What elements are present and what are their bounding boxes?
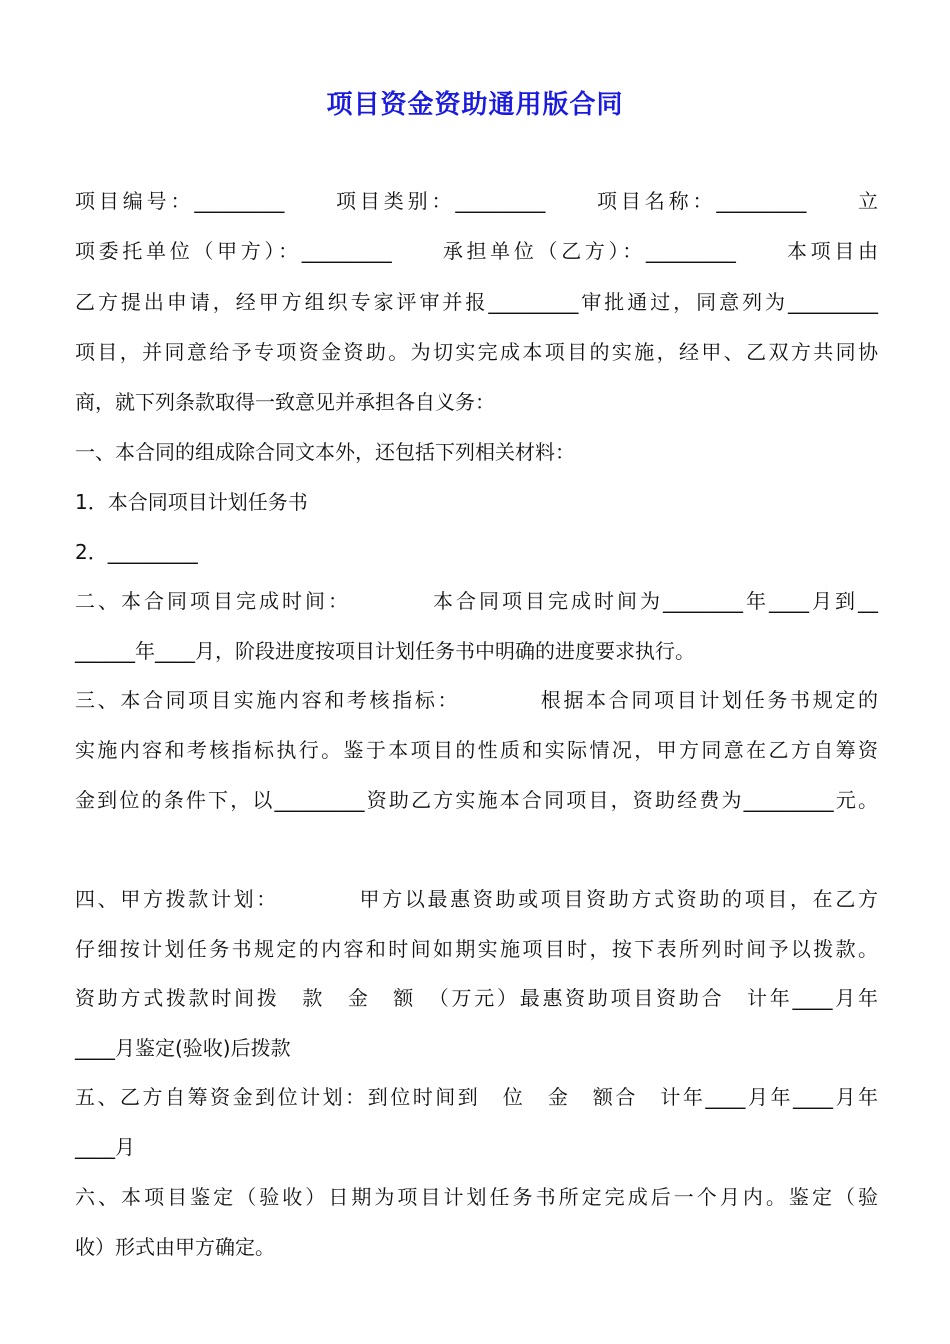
paragraph-line: 资助方式拨款时间拨 款 金 额 （万元）最惠资助项目资助合 计年____月年 [75,986,878,1010]
paragraph-line: 收）形式由甲方确定。 [75,1235,275,1259]
clause-heading-3: 三、本合同项目实施内容和考核指标： 根据本合同项目计划任务书规定的 [75,688,878,712]
paragraph-line: 项委托单位（甲方）：_________ 承担单位（乙方）：_________ 本项目由 [75,239,878,263]
paragraph-line: ______年____月，阶段进度按项目计划任务书中明确的进度要求执行。 [75,639,695,663]
clause-heading-2: 二、本合同项目完成时间： 本合同项目完成时间为________年____月到__ [75,589,878,613]
clause-heading-5: 五、乙方自筹资金到位计划：到位时间到 位 金 额合 计年____月年____月年 [75,1085,878,1109]
paragraph-line: ____月 [75,1135,135,1159]
clause-heading-4: 四、甲方拨款计划： 甲方以最惠资助或项目资助方式资助的项目，在乙方 [75,887,878,911]
paragraph-line: 项目编号：_________ 项目类别：_________ 项目名称：_________ 立 [75,189,878,213]
paragraph-line: 项目，并同意给予专项资金资助。为切实完成本项目的实施，经甲、乙双方共同协 [75,340,878,364]
paragraph-line: 仔细按计划任务书规定的内容和时间如期实施项目时，按下表所列时间予以拨款。 [75,937,878,961]
paragraph-line: 商，就下列条款取得一致意见并承担各自义务： [75,390,495,414]
clause-heading-6: 六、本项目鉴定（验收）日期为项目计划任务书所定完成后一个月内。鉴定（验 [75,1185,878,1209]
clause-heading-1: 一、本合同的组成除合同文本外，还包括下列相关材料： [75,440,575,464]
paragraph-line: 金到位的条件下，以_________资助乙方实施本合同项目，资助经费为_________元。 [75,788,878,812]
document-title: 项目资金资助通用版合同 [326,90,624,120]
list-item: 2．_________ [75,540,198,564]
paragraph-line: 乙方提出申请，经甲方组织专家评审并报_________审批通过，同意列为_________ [75,290,878,314]
paragraph-line: 实施内容和考核指标执行。鉴于本项目的性质和实际情况，甲方同意在乙方自筹资 [75,738,878,762]
list-item: 1．本合同项目计划任务书 [75,490,308,514]
paragraph-line: ____月鉴定(验收)后拨款 [75,1036,291,1060]
